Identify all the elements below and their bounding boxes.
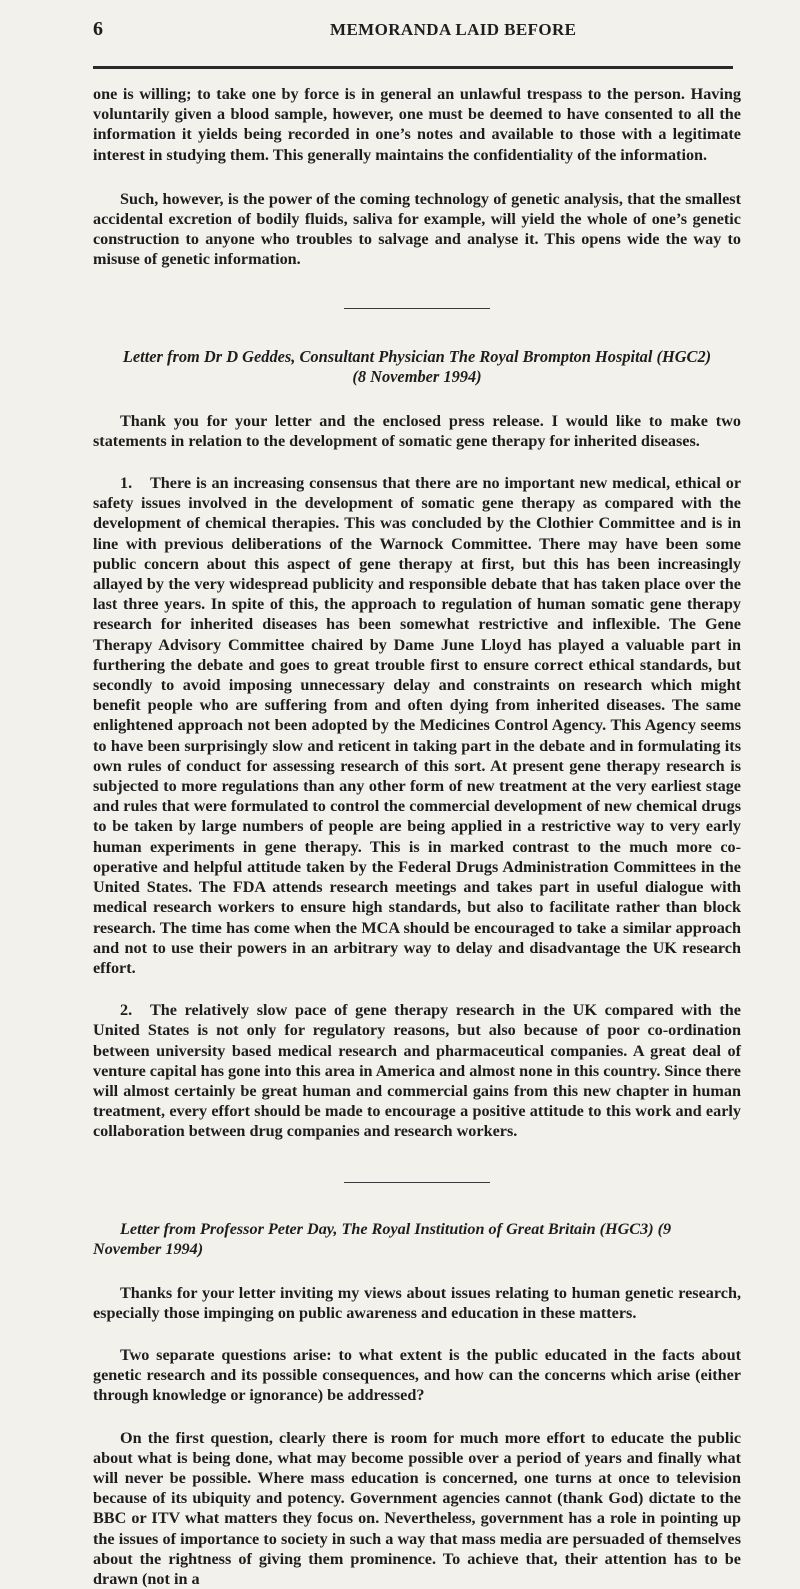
point-number: 2. bbox=[120, 1001, 133, 1020]
header-rule bbox=[93, 66, 733, 69]
letter-paragraph-3: On the first question, clearly there is room for much more effort to educate the public about what is being done, what may become possible over a period of years and finally what will never be possible. Where mass education is concerned, one turns at once to television because of its ubiquity and potency. Government agencies cannot (thank God) dictate to the BBC or ITV what matters they focus on. Nevertheless, government has a role in pointing up the issues of importance to society in such a way that mass media are persuaded of themselves about the rightness of giving them prominence. To achieve that, their attention has to be drawn (not in a bbox=[93, 1428, 741, 1588]
point-text: There is an increasing consensus that there are no important new medical, ethical or safety issues involved in the development of somatic gene therapy as compared with the development of chemical therapies. This was concluded by the Clothier Committee and is in line with previous deliberations of the Warnock Committee. There may have been some public concern about this aspect of gene therapy at first, but this has been increasingly allayed by the very widespread publicity and responsible debate that has taken place over the last three years. In spite of this, the approach to regulation of human somatic gene therapy research for inherited diseases has been somewhat restrictive and inflexible. The Gene Therapy Advisory Committee chaired by Dame June Lloyd has played a valuable part in furthering the debate and goes to great trouble first to ensure correct ethical standards, but secondly to avoid imposing unnecessary delay and constraints on research which might benefit people who are suffering from and often dying from inherited diseases. The same enlightened approach not been adopted by the Medicines Control Agency. This Agency seems to have been surprisingly slow and reticent in taking part in the debate and in formulating its own rules of conduct for assessing research of this sort. At present gene therapy research is subjected to more regulations than any other form of new treatment at the very earliest stage and rules that were formulated to control the commercial development of new chemical drugs to be taken by large numbers of people are being applied in a restrictive way to very early human experiments in gene therapy. This is in marked contrast to the much more co-operative and helpful attitude taken by the Federal Drugs Administration Committees in the United States. The FDA attends research meetings and takes part in useful dialogue with medical research workers to ensure high standards, but also to facilitate rather than block research. The time has come when the MCA should be encouraged to take a similar approach and not to use their powers in an arbitrary way to delay and disadvantage the UK research effort. bbox=[93, 474, 741, 977]
letter-opening-paragraph: Thank you for your letter and the enclosed press release. I would like to make two statements in relation to the development of somatic gene therapy for inherited diseases. bbox=[93, 411, 741, 450]
running-head: MEMORANDA LAID BEFORE bbox=[330, 20, 577, 39]
numbered-point-2 bbox=[93, 1000, 741, 1141]
point-number: 1. bbox=[120, 474, 133, 493]
page-number: 6 bbox=[93, 18, 103, 40]
point-text: The relatively slow pace of gene therapy research in the UK compared with the United States is not only for regulatory reasons, but also because of poor co-ordination between university based medical research and pharmaceutical companies. A great deal of venture capital has gone into this area in America and almost none in this country. Since there will almost certainly be great human and commercial gains from this new chapter in human treatment, every effort should be made to encourage a positive attitude to this work and early collaboration between drug companies and research workers. bbox=[93, 1001, 741, 1141]
numbered-point-1 bbox=[93, 473, 741, 978]
intro-paragraph-1: one is willing; to take one by force is in general an unlawful trespass to the person. Having voluntarily given a blood sample, however, one must be deemed to have consented to all the information it yields being recorded in one’s notes and available to those with a legitimate interest in studying them. This generally maintains the confidentiality of the information. bbox=[93, 85, 741, 164]
document-body bbox=[93, 84, 741, 1589]
letter-paragraph-1: Thanks for your letter inviting my views about issues relating to human genetic research, especially those impinging on public awareness and education in these matters. bbox=[93, 1283, 741, 1322]
letter-heading-hgc3: Letter from Professor Peter Day, The Royal Institution of Great Britain (HGC3) (9 November 1994) bbox=[93, 1219, 672, 1258]
page-header bbox=[0, 18, 800, 48]
letter-heading-line-1: Letter from Dr D Geddes, Consultant Physician The Royal Brompton Hospital (HGC2) bbox=[122, 346, 712, 366]
letter-paragraph-2: Two separate questions arise: to what extent is the public educated in the facts about genetic research and its possible consequences, and how can the concerns which arise (either through knowledge or ignorance) be addressed? bbox=[93, 1345, 741, 1405]
intro-paragraph-2: Such, however, is the power of the coming technology of genetic analysis, that the smallest accidental excretion of bodily fluids, saliva for example, will yield the whole of one’s genetic construction to anyone who troubles to salvage and analyse it. This opens wide the way to misuse of genetic information. bbox=[93, 189, 741, 269]
letter-heading-hgc2 bbox=[93, 347, 741, 387]
letter-heading-line-2: (8 November 1994) bbox=[352, 366, 482, 386]
